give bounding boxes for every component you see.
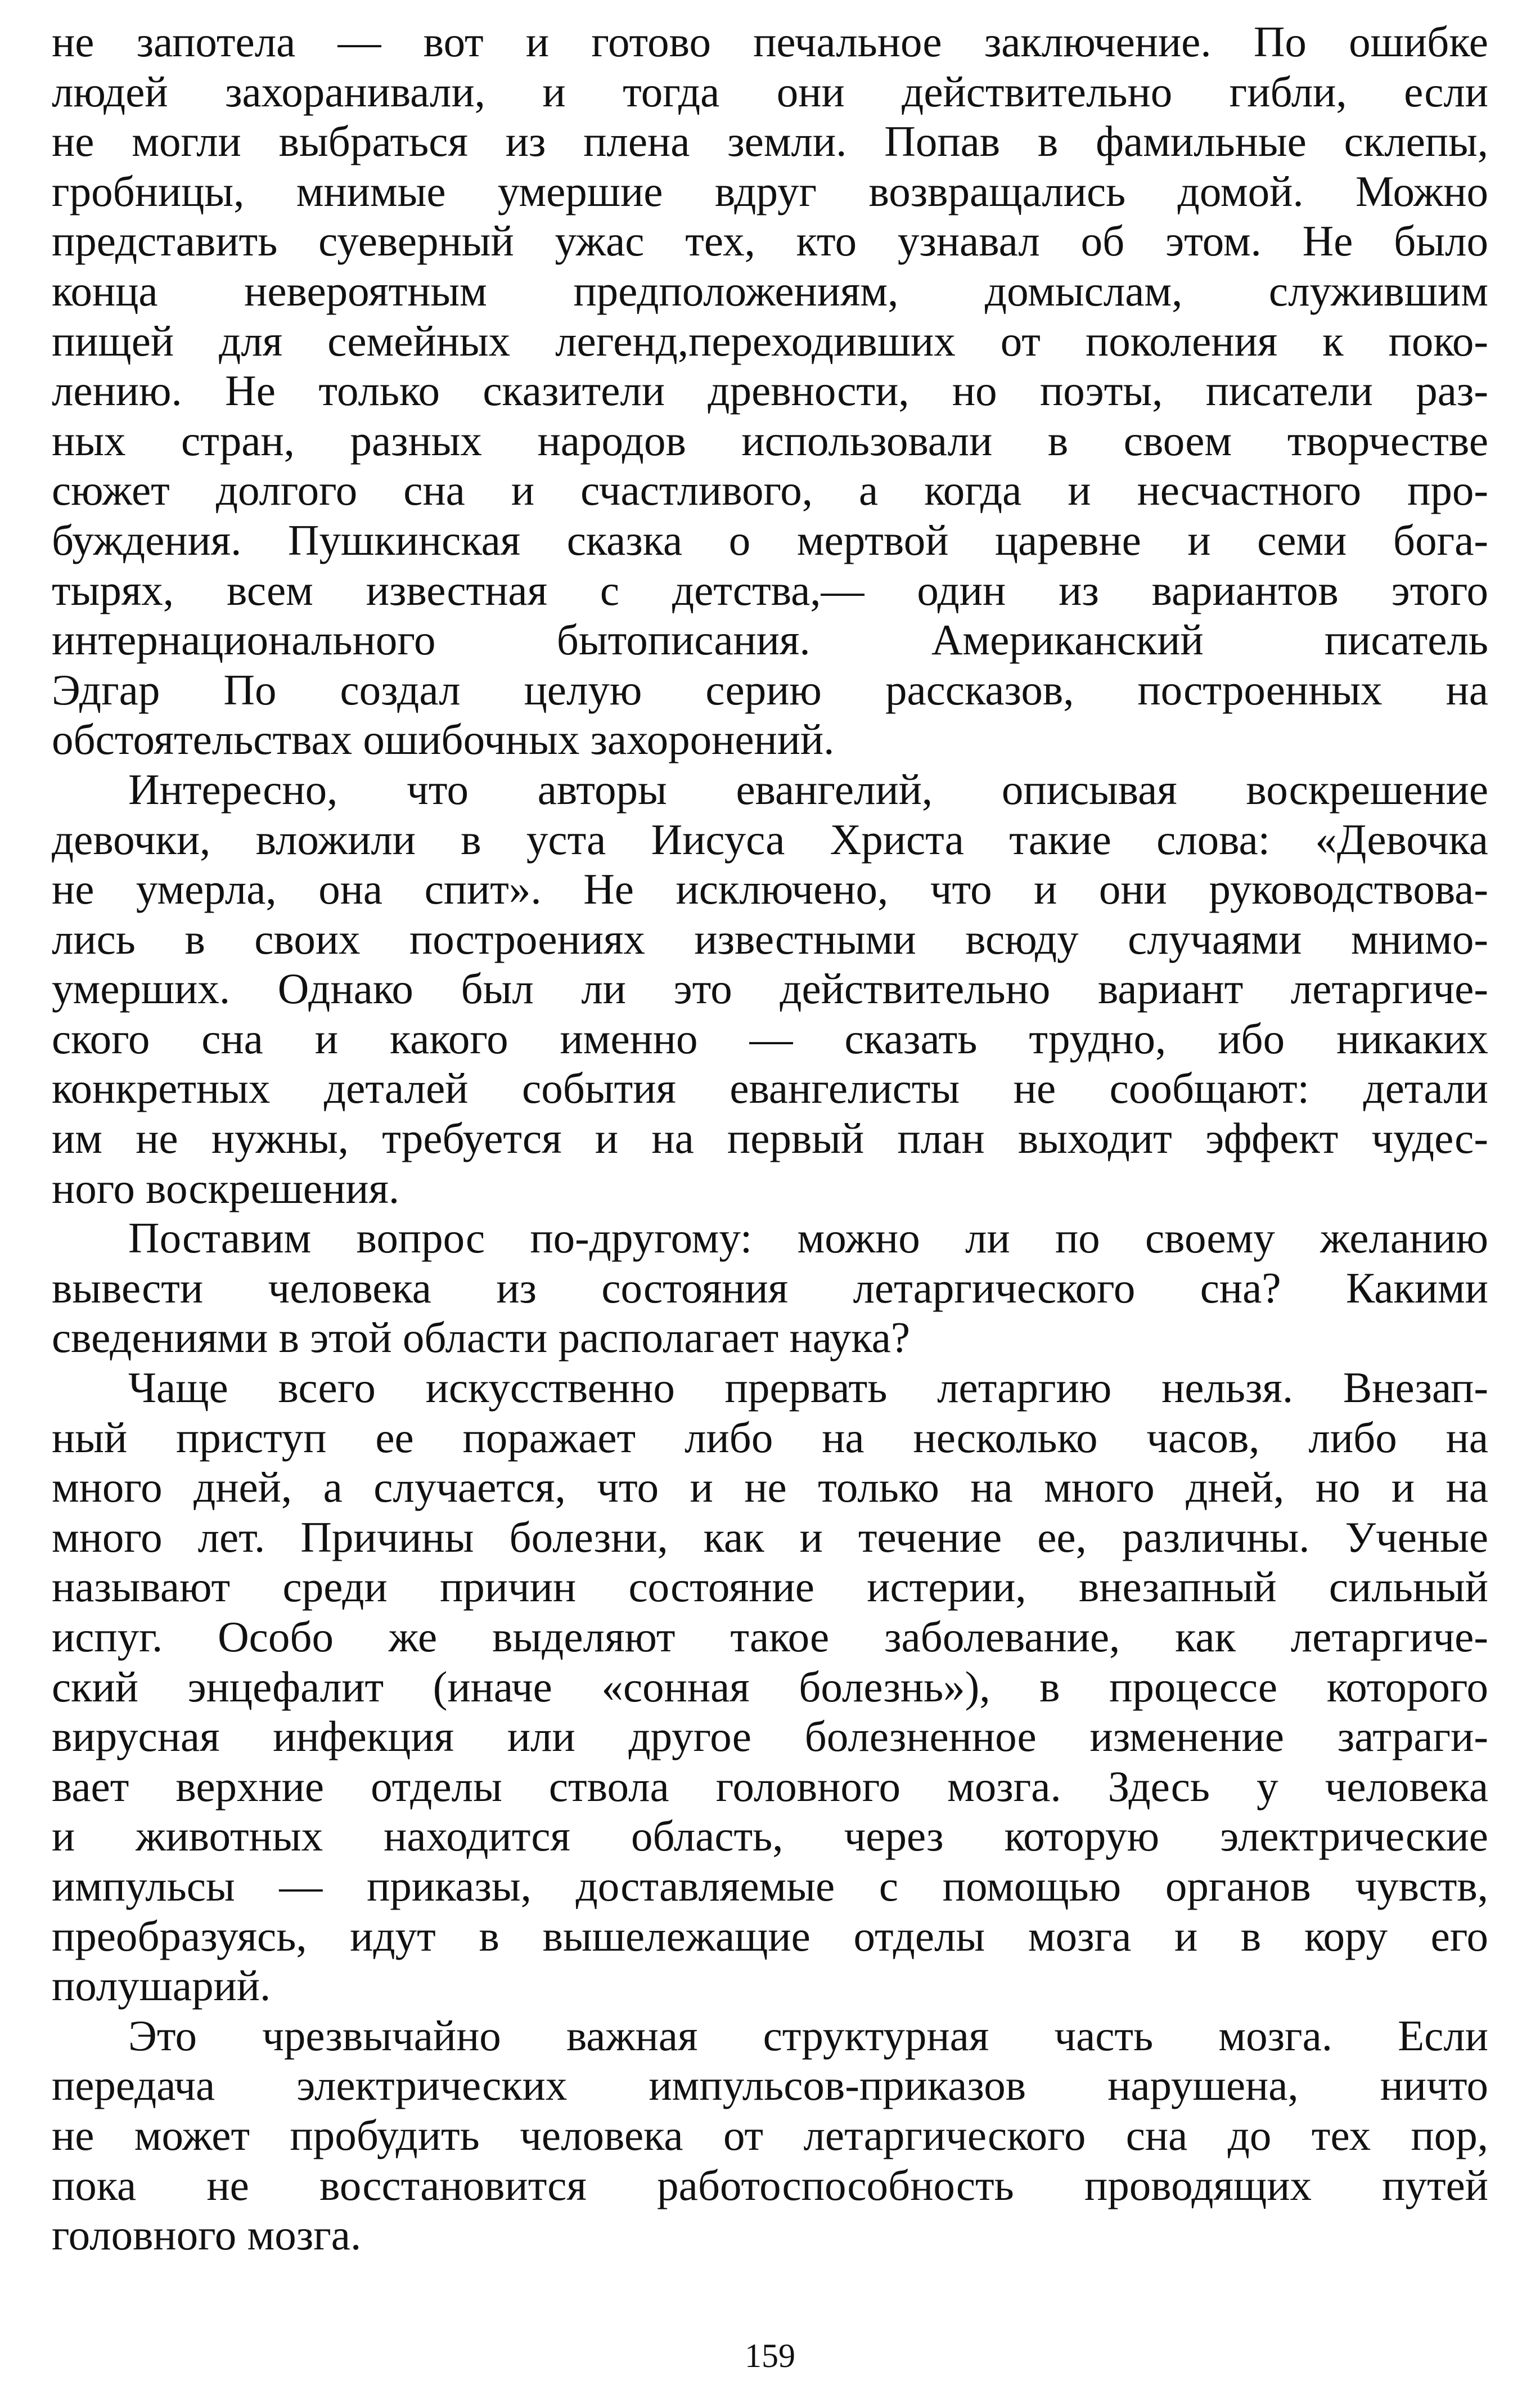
text-line: Поставим вопрос по-другому: можно ли по своему желанию (128, 1214, 1488, 1263)
text-line: ных стран, разных народов использовали в своем творчестве (52, 416, 1488, 465)
text-line: ный приступ ее поражает либо на несколько часов, либо на (52, 1413, 1488, 1462)
text-line: не может пробудить человека от летаргического сна до тех пор, (52, 2110, 1488, 2159)
text-line: сюжет долгого сна и счастливого, а когда и несчастного про- (52, 466, 1488, 515)
text-line: умерших. Однако был ли это действительно вариант летаргиче- (52, 964, 1488, 1013)
text-line: людей захоранивали, и тогда они действительно гибли, если (52, 67, 1488, 116)
text-line: и животных находится область, через которую электрические (52, 1812, 1488, 1861)
text-line: не умерла, она спит». Не исключено, что и они руководствова- (52, 865, 1488, 914)
text-line: конкретных деталей события евангелисты не сообщают: детали (52, 1064, 1488, 1113)
book-page (52, 17, 1488, 2380)
text-line: не запотела — вот и готово печальное заключение. По ошибке (52, 17, 1488, 66)
text-line: представить суеверный ужас тех, кто узнавал об этом. Не было (52, 217, 1488, 266)
text-line: называют среди причин состояние истерии, внезапный сильный (52, 1562, 1488, 1611)
text-line: лись в своих построениях известными всюду случаями мнимо- (52, 914, 1488, 963)
text-line: конца невероятным предположениям, домыслам, служившим (52, 266, 1488, 315)
text-line: им не нужны, требуется и на первый план выходит эффект чудес- (52, 1114, 1488, 1163)
paragraph (52, 1213, 1488, 1363)
paragraph (52, 765, 1488, 1213)
text-body (52, 17, 1488, 2260)
text-line: импульсы — приказы, доставляемые с помощью органов чувств, (52, 1861, 1488, 1910)
text-line: не могли выбраться из плена земли. Попав в фамильные склепы, (52, 117, 1488, 166)
text-line: пока не восстановится работоспособность проводящих путей (52, 2161, 1488, 2209)
text-line: преобразуясь, идут в вышележащие отделы мозга и в кору его (52, 1911, 1488, 1960)
text-line: вает верхние отделы ствола головного мозга. Здесь у человека (52, 1762, 1488, 1811)
text-line: Интересно, что авторы евангелий, описывая воскрешение (128, 765, 1488, 814)
text-line: пищей для семейных легенд,переходивших от поколения к поко- (52, 316, 1488, 365)
page-number: 159 (745, 2337, 795, 2374)
text-line: лению. Не только сказители древности, но поэты, писатели раз- (52, 366, 1488, 415)
text-line: много дней, а случается, что и не только на много дней, но и на (52, 1463, 1488, 1512)
text-line: испуг. Особо же выделяют такое заболевание, как летаргиче- (52, 1613, 1488, 1661)
text-line: тырях, всем известная с детства,— один из вариантов этого (52, 565, 1488, 614)
text-line: обстоятельствах ошибочных захоронений. (52, 715, 835, 764)
paragraph (52, 1363, 1488, 2011)
text-line: ного воскрешения. (52, 1164, 400, 1212)
paragraph (52, 2011, 1488, 2260)
text-line: ского сна и какого именно — сказать трудно, ибо никаких (52, 1014, 1488, 1063)
text-line: интернационального бытописания. Американский писатель (52, 616, 1488, 664)
text-line: Чаще всего искусственно прервать летаргию нельзя. Внезап- (128, 1363, 1488, 1412)
text-line: головного мозга. (52, 2211, 362, 2260)
text-line: девочки, вложили в уста Иисуса Христа такие слова: «Девочка (52, 815, 1488, 864)
text-line: Это чрезвычайно важная структурная часть мозга. Если (128, 2011, 1488, 2060)
text-line: сведениями в этой области располагает наука? (52, 1313, 911, 1362)
text-line: буждения. Пушкинская сказка о мертвой царевне и семи бога- (52, 515, 1488, 564)
text-line: гробницы, мнимые умершие вдруг возвращались домой. Можно (52, 167, 1488, 215)
paragraph (52, 17, 1488, 765)
text-line: передача электрических импульсов-приказов нарушена, ничто (52, 2061, 1488, 2110)
text-line: Эдгар По создал целую серию рассказов, построенных на (52, 665, 1488, 714)
text-line: вывести человека из состояния летаргического сна? Какими (52, 1263, 1488, 1312)
text-line: вирусная инфекция или другое болезненное изменение затраги- (52, 1712, 1488, 1761)
text-line: много лет. Причины болезни, как и течение ее, различны. Ученые (52, 1512, 1488, 1561)
text-line: ский энцефалит (иначе «сонная болезнь»), в процессе которого (52, 1662, 1488, 1711)
text-line: полушарий. (52, 1961, 271, 2010)
